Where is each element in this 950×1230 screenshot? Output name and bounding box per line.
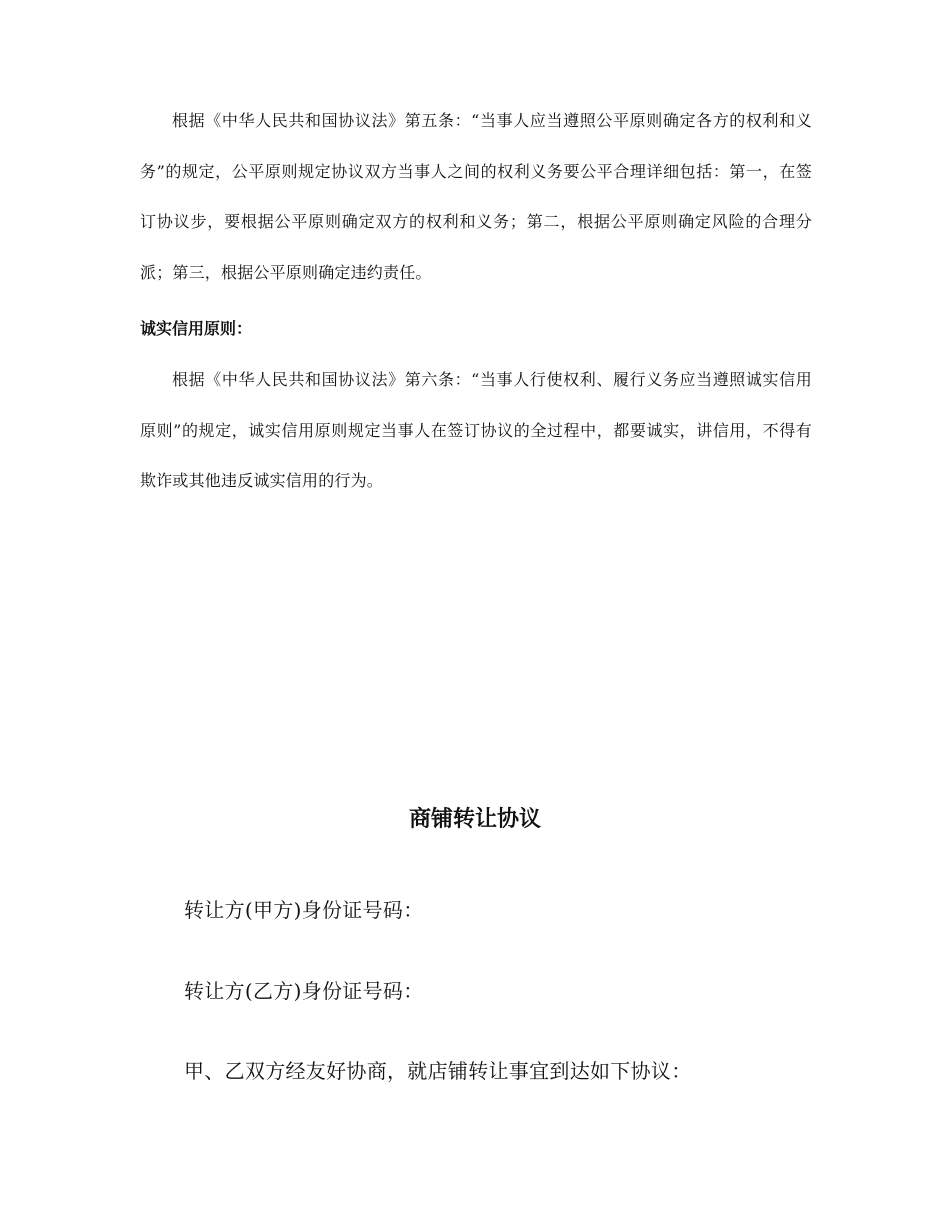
- agreement-intro-line: 甲、乙双方经友好协商，就店铺转让事宜到达如下协议：: [184, 1059, 692, 1083]
- honesty-principle-heading: 诚实信用原则：: [140, 319, 253, 338]
- fairness-principle-block: [140, 96, 812, 298]
- party-a-id-line: 转让方(甲方)身份证号码：: [184, 898, 424, 922]
- fairness-principle-paragraph: 根据《中华人民共和国协议法》第五条：“当事人应当遵照公平原则确定各方的权利和义务”的规定，公平原则规定协议双方当事人之间的权利义务要公平合理详细包括：第一，在签订协议步，要根据公平原则确定双方的权利和义务；第二，根据公平原则确定风险的合理分派；第三，根据公平原则确定违约责任。: [140, 111, 812, 282]
- party-b-id-line: 转让方(乙方)身份证号码：: [184, 979, 424, 1003]
- honesty-principle-block: [140, 355, 812, 507]
- agreement-title: 商铺转让协议: [408, 807, 541, 832]
- honesty-principle-paragraph: 根据《中华人民共和国协议法》第六条：“当事人行使权利、履行义务应当遵照诚实信用原则”的规定，诚实信用原则规定当事人在签订协议的全过程中，都要诚实，讲信用，不得有欺诈或其他违反诚实信用的行为。: [140, 370, 812, 490]
